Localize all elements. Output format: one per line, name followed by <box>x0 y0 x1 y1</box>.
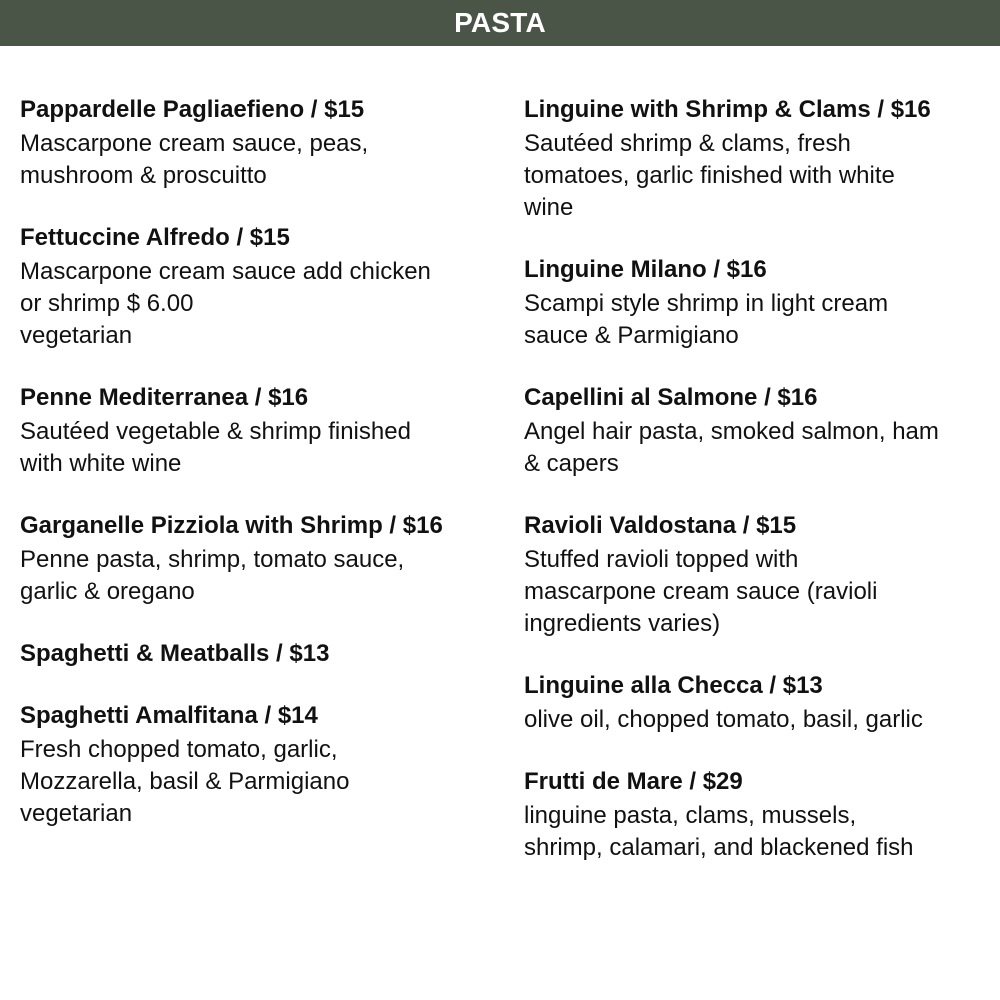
menu-item-description <box>524 288 986 352</box>
menu-item <box>524 766 986 864</box>
menu-item <box>20 638 482 670</box>
menu-section-header <box>0 0 1000 46</box>
description-line: sauce & Parmigiano <box>524 322 739 349</box>
description-line: Mascarpone cream sauce add chicken <box>20 258 431 285</box>
description-line: Penne pasta, shrimp, tomato sauce, <box>20 546 405 573</box>
menu-item <box>20 94 482 192</box>
description-line: mascarpone cream sauce (ravioli <box>524 578 878 605</box>
description-line: mushroom & proscuitto <box>20 162 267 189</box>
menu-item <box>524 382 986 480</box>
menu-item-description <box>524 800 986 864</box>
menu-item-title: Capellini al Salmone / $16 <box>524 384 818 411</box>
description-line: Scampi style shrimp in light cream <box>524 290 889 317</box>
menu-item-description <box>20 128 482 192</box>
menu-item-title: Linguine with Shrimp & Clams / $16 <box>524 96 931 123</box>
description-line: & capers <box>524 450 619 477</box>
description-line: Mascarpone cream sauce, peas, <box>20 130 369 157</box>
menu-item-description <box>20 544 482 608</box>
description-line: wine <box>524 194 574 221</box>
description-line: linguine pasta, clams, mussels, <box>524 802 857 829</box>
description-line: tomatoes, garlic finished with white <box>524 162 895 189</box>
menu-item-description <box>524 416 986 480</box>
menu-column-right <box>524 94 986 894</box>
description-line: Angel hair pasta, smoked salmon, ham <box>524 418 939 445</box>
description-line: garlic & oregano <box>20 578 195 605</box>
description-line: vegetarian <box>20 322 133 349</box>
menu-item-title: Frutti de Mare / $29 <box>524 768 743 795</box>
menu-item-title: Linguine alla Checca / $13 <box>524 672 823 699</box>
menu-item-description <box>20 416 482 480</box>
description-line: Sautéed shrimp & clams, fresh <box>524 130 851 157</box>
menu-item <box>524 254 986 352</box>
description-line: with white wine <box>20 450 182 477</box>
description-line: shrimp, calamari, and blackened fish <box>524 834 914 861</box>
description-line: Fresh chopped tomato, garlic, <box>20 736 338 763</box>
menu-item <box>524 670 986 736</box>
description-line: Stuffed ravioli topped with <box>524 546 799 573</box>
menu-item-title: Pappardelle Pagliaefieno / $15 <box>20 96 365 123</box>
description-line: Sautéed vegetable & shrimp finished <box>20 418 411 445</box>
menu-item-description <box>20 256 482 352</box>
description-line: vegetarian <box>20 800 133 827</box>
description-line: or shrimp $ 6.00 <box>20 290 194 317</box>
menu-item-description <box>524 128 986 224</box>
menu-item-title: Fettuccine Alfredo / $15 <box>20 224 290 251</box>
menu-item-title: Linguine Milano / $16 <box>524 256 767 283</box>
description-line: Mozzarella, basil & Parmigiano <box>20 768 350 795</box>
menu-item-title: Ravioli Valdostana / $15 <box>524 512 797 539</box>
menu-item <box>524 94 986 224</box>
menu-item-title: Spaghetti Amalfitana / $14 <box>20 702 318 729</box>
section-title: PASTA <box>454 7 546 38</box>
menu-item-description <box>524 704 986 736</box>
menu-item <box>20 222 482 352</box>
menu-item-description <box>524 544 986 640</box>
menu-item <box>20 700 482 830</box>
menu-item-title: Penne Mediterranea / $16 <box>20 384 309 411</box>
menu-item <box>20 382 482 480</box>
menu-item-title: Garganelle Pizziola with Shrimp / $16 <box>20 512 443 539</box>
menu-item-description <box>20 734 482 830</box>
description-line: ingredients varies) <box>524 610 721 637</box>
menu-item <box>20 510 482 608</box>
description-line: olive oil, chopped tomato, basil, garlic <box>524 706 923 733</box>
menu-item <box>524 510 986 640</box>
menu-column-left <box>20 94 482 860</box>
menu-item-title: Spaghetti & Meatballs / $13 <box>20 640 330 667</box>
